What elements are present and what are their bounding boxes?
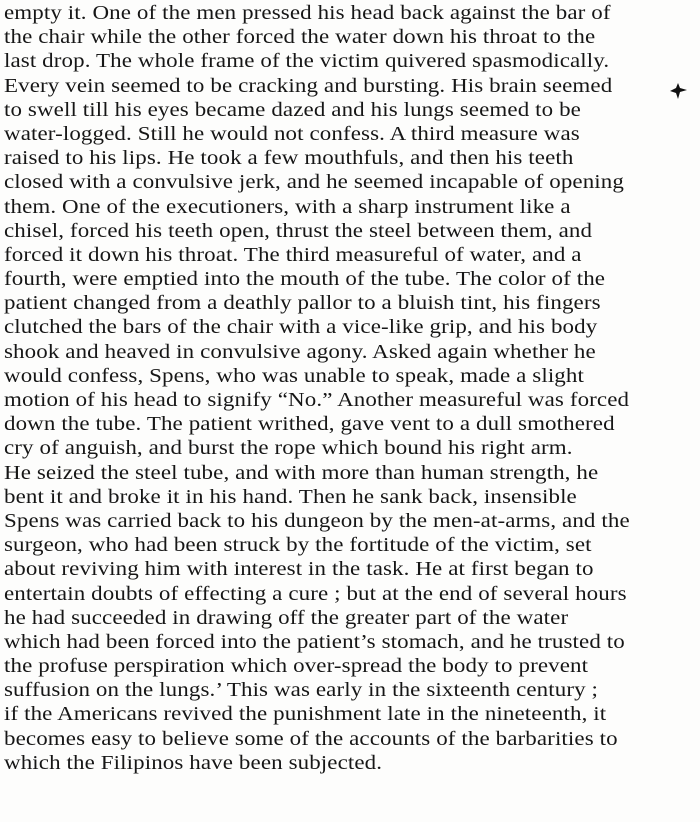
text-line: Spens was carried back to his dungeon by the men-at-arms, and the bbox=[4, 509, 630, 532]
text-line: closed with a convulsive jerk, and he seemed incapable of opening bbox=[4, 171, 624, 194]
text-line: the chair while the other forced the water down his throat to the bbox=[4, 26, 596, 49]
text-line: entertain doubts of effecting a cure ; but at the end of several hours bbox=[4, 582, 627, 605]
text-line: which the Filipinos have been subjected. bbox=[4, 751, 383, 774]
text-line: last drop. The whole frame of the victim quivered spasmodically. bbox=[4, 50, 610, 73]
ink-blot-mark bbox=[668, 82, 688, 100]
text-line: water-logged. Still he would not confess. A third measure was bbox=[4, 122, 580, 145]
text-line: raised to his lips. He took a few mouthfuls, and then his teeth bbox=[4, 147, 574, 170]
text-line: motion of his head to signify “No.” Another measureful was forced bbox=[4, 389, 630, 411]
text-line: becomes easy to believe some of the accounts of the barbarities to bbox=[4, 727, 618, 750]
text-line: He seized the steel tube, and with more than human strength, he bbox=[4, 461, 599, 484]
text-line: he had succeeded in drawing off the greater part of the water bbox=[4, 606, 569, 629]
text-line: forced it down his throat. The third measureful of water, and a bbox=[4, 243, 582, 266]
text-line: them. One of the executioners, with a sharp instrument like a bbox=[4, 195, 571, 218]
text-line: if the Americans revived the punishment late in the nineteenth, it bbox=[4, 703, 607, 726]
text-line: chisel, forced his teeth open, thrust the steel between them, and bbox=[4, 219, 593, 242]
text-line: fourth, were emptied into the mouth of the tube. The color of the bbox=[4, 268, 606, 291]
text-line: clutched the bars of the chair with a vice-like grip, and his body bbox=[4, 316, 598, 339]
text-line: about reviving him with interest in the task. He at first began to bbox=[4, 558, 594, 581]
text-line: empty it. One of the men pressed his head back against the bar of bbox=[4, 2, 611, 24]
text-line: cry of anguish, and burst the rope which bound his right arm. bbox=[4, 437, 573, 460]
text-line: Every vein seemed to be cracking and bursting. His brain seemed bbox=[4, 74, 613, 97]
text-line: patient changed from a deathly pallor to a bluish tint, his fingers bbox=[4, 292, 601, 315]
text-line: bent it and broke it in his hand. Then he sank back, insensible bbox=[4, 485, 577, 508]
text-line: shook and heaved in convulsive agony. Asked again whether he bbox=[4, 340, 596, 363]
text-column bbox=[4, 1, 696, 775]
text-line: down the tube. The patient writhed, gave vent to a dull smothered bbox=[4, 413, 615, 436]
text-line: which had been forced into the patient’s stomach, and he trusted to bbox=[4, 630, 625, 653]
text-line: suffusion on the lungs.’ This was early in the sixteenth century ; bbox=[4, 679, 599, 702]
text-line: surgeon, who had been struck by the fortitude of the victim, set bbox=[4, 534, 592, 557]
text-line: to swell till his eyes became dazed and his lungs seemed to be bbox=[4, 98, 581, 121]
text-line: would confess, Spens, who was unable to speak, made a slight bbox=[4, 364, 584, 387]
text-line: the profuse perspiration which over-spread the body to prevent bbox=[4, 655, 589, 678]
